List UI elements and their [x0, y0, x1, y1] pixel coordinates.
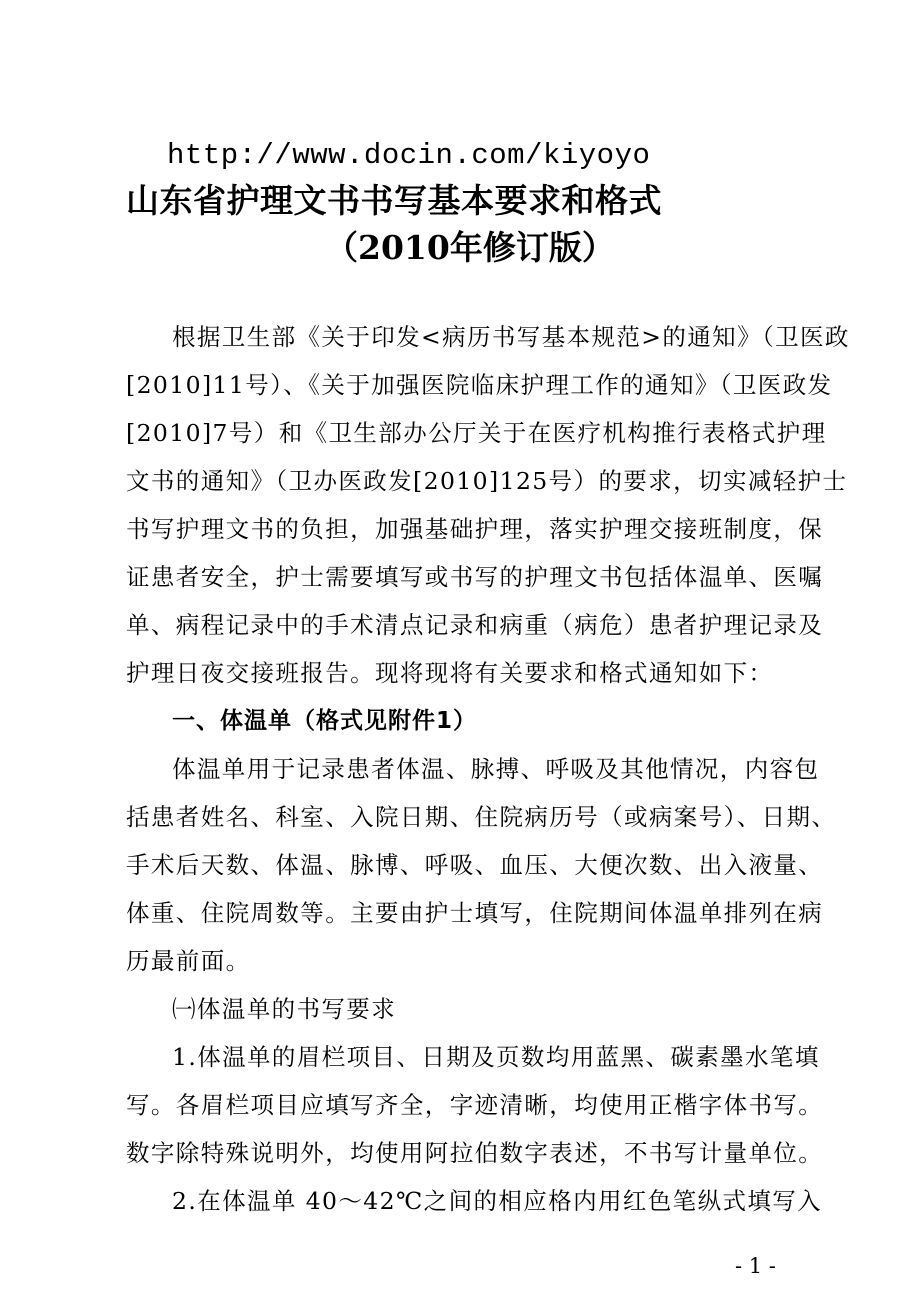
section-1-line-2: 括患者姓名、科室、入院日期、住院病历号（或病案号）、日期、 — [126, 803, 837, 831]
intro-line-8: 护理日夜交接班报告。现将现将有关要求和格式通知如下： — [126, 659, 774, 687]
section-heading-temperature-chart: 一、体温单（格式见附件1） — [172, 708, 478, 734]
document-subtitle: （2010年修订版） — [325, 228, 615, 267]
section-1-line-3: 手术后天数、体温、脉博、呼吸、血压、大便次数、出入液量、 — [126, 851, 824, 879]
source-url[interactable]: http://www.docin.com/kiyoyo — [167, 139, 651, 172]
item-2-line-1: 2.在体温单 40～42℃之间的相应格内用红色笔纵式填写入 — [172, 1187, 823, 1215]
subsection-heading-writing-requirements: ㈠体温单的书写要求 — [172, 995, 397, 1023]
section-1-line-4: 体重、住院周数等。主要由护士填写，住院期间体温单排列在病 — [126, 899, 824, 927]
intro-line-7: 单、病程记录中的手术清点记录和病重（病危）患者护理记录及 — [126, 611, 824, 639]
section-1-line-5: 历最前面。 — [126, 947, 251, 975]
section-1-line-1: 体温单用于记录患者体温、脉搏、呼吸及其他情况，内容包 — [172, 755, 820, 783]
intro-line-5: 书写护理文书的负担，加强基础护理，落实护理交接班制度，保 — [126, 515, 824, 543]
intro-line-3: [2010]7号）和《卫生部办公厅关于在医疗机构推行表格式护理 — [126, 419, 827, 447]
item-1-line-1: 1.体温单的眉栏项目、日期及页数均用蓝黑、碳素墨水笔填 — [172, 1043, 820, 1071]
item-1-line-3: 数字除特殊说明外，均使用阿拉伯数字表述，不书写计量单位。 — [126, 1139, 824, 1167]
intro-line-2: [2010]11号）、《关于加强医院临床护理工作的通知》（卫医政发 — [126, 371, 833, 399]
page-number: - 1 - — [735, 1254, 776, 1278]
document-title: 山东省护理文书书写基本要求和格式 — [126, 181, 662, 220]
item-1-line-2: 写。各眉栏项目应填写齐全，字迹清晰，均使用正楷字体书写。 — [126, 1091, 824, 1119]
intro-line-1: 根据卫生部《关于印发<病历书写基本规范>的通知》（卫医政 — [172, 323, 850, 351]
intro-line-4: 文书的通知》（卫办医政发[2010]125号）的要求，切实减轻护士 — [126, 467, 848, 495]
intro-line-6: 证患者安全，护士需要填写或书写的护理文书包括体温单、医嘱 — [126, 563, 824, 591]
